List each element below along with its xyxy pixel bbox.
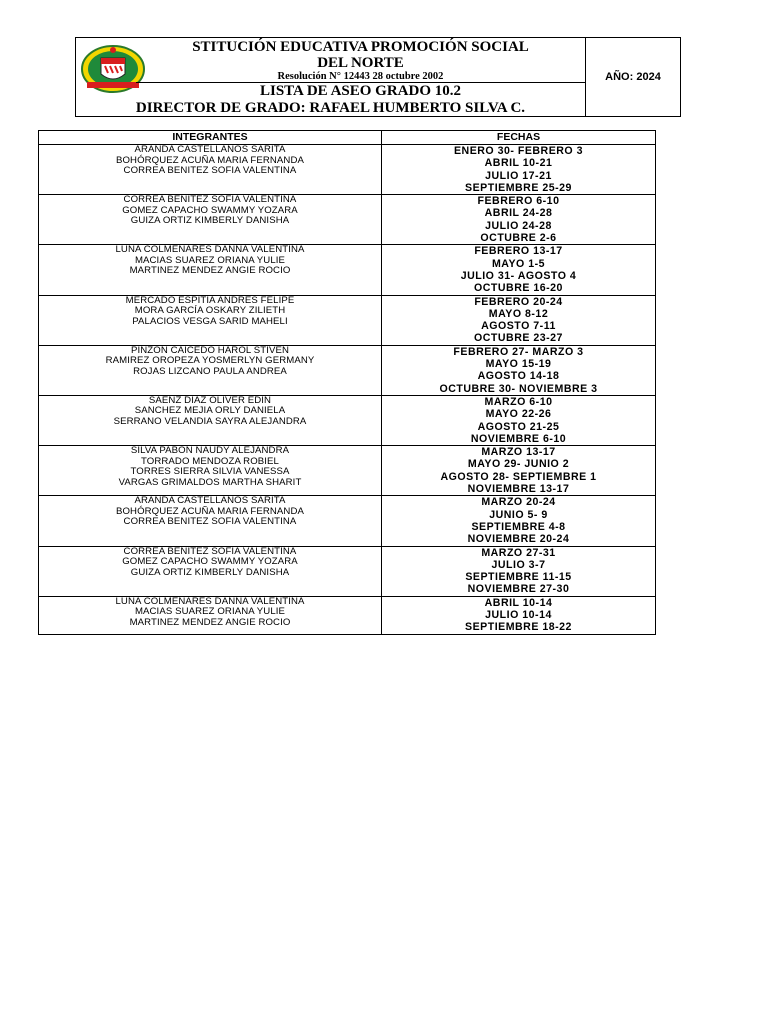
date-range: ENERO 30- FEBRERO 3 <box>453 145 583 157</box>
date-range: MARZO 20-24 <box>481 496 556 509</box>
date-range: ABRIL 10-14 <box>484 596 553 609</box>
date-range: ABRIL 24-28 <box>484 207 553 220</box>
date-range: SEPTIEMBRE 18-22 <box>465 621 572 634</box>
member-name: MACIAS SUAREZ ORIANA YULIE <box>134 254 286 266</box>
members-cell <box>39 496 382 546</box>
date-range: FEBRERO 20-24 <box>474 295 563 308</box>
member-name: CORREA BENITEZ SOFIA VALENTINA <box>123 194 297 206</box>
date-range: JULIO 17-21 <box>485 169 552 182</box>
date-range: MAYO 29- JUNIO 2 <box>467 458 570 471</box>
date-range: MARZO 6-10 <box>484 395 553 408</box>
member-name: MACIAS SUAREZ ORIANA YULIE <box>134 606 286 618</box>
date-range: AGOSTO 28- SEPTIEMBRE 1 <box>440 470 597 483</box>
table-row <box>39 446 656 496</box>
date-range: MAYO 15-19 <box>485 358 552 371</box>
resolution-text: Resolución N° 12443 28 octubre 2002 <box>277 71 444 82</box>
document-header <box>75 37 681 117</box>
date-range: JULIO 24-28 <box>485 219 552 232</box>
date-range: FEBRERO 13-17 <box>474 245 563 258</box>
member-name: MORA GARCÍA OSKARY ZILIETH <box>134 305 286 317</box>
members-cell <box>39 345 382 395</box>
member-name: BOHÓRQUEZ ACUÑA MARIA FERNANDA <box>116 154 304 166</box>
date-range: JULIO 10-14 <box>485 608 552 621</box>
date-range: JULIO 3-7 <box>491 558 546 571</box>
date-range: OCTUBRE 23-27 <box>474 332 563 345</box>
institution-name-line2: DEL NORTE <box>317 55 404 71</box>
members-cell <box>39 546 382 596</box>
date-range: FEBRERO 27- MARZO 3 <box>453 345 584 358</box>
date-range: SEPTIEMBRE 11-15 <box>465 571 572 584</box>
dates-cell <box>382 596 656 634</box>
members-cell <box>39 295 382 345</box>
member-name: GOMEZ CAPACHO SWAMMY YOZARA <box>122 556 298 567</box>
member-name: VARGAS GRIMALDOS MARTHA SHARIT <box>118 476 302 488</box>
member-name: LUNA COLMENARES DANNA VALENTINA <box>115 244 305 256</box>
dates-cell <box>382 245 656 295</box>
date-range: MARZO 13-17 <box>481 446 556 459</box>
dates-cell <box>382 145 656 195</box>
table-row <box>39 195 656 245</box>
member-name: SERRANO VELANDIA SAYRA ALEJANDRA <box>113 415 307 427</box>
date-range: ABRIL 10-21 <box>484 157 553 170</box>
year-label: AÑO: 2024 <box>605 71 661 83</box>
institution-name: STITUCIÓN EDUCATIVA PROMOCIÓN SOCIAL <box>192 39 529 55</box>
table-row <box>39 295 656 345</box>
member-name: PALACIOS VESGA SARID MAHELI <box>132 315 288 327</box>
member-name: CORREA BENITEZ SOFIA VALENTINA <box>123 516 297 528</box>
date-range: NOVIEMBRE 20-24 <box>467 533 570 546</box>
date-range: SEPTIEMBRE 25-29 <box>465 181 572 194</box>
dates-cell <box>382 295 656 345</box>
date-range: AGOSTO 7-11 <box>481 320 556 333</box>
director-line: DIRECTOR DE GRADO: RAFAEL HUMBERTO SILVA C. <box>135 100 526 116</box>
date-range: MAYO 1-5 <box>491 257 546 270</box>
column-header-dates: FECHAS <box>382 131 656 145</box>
cleaning-schedule-table <box>38 130 656 635</box>
table-row <box>39 145 656 195</box>
date-range: OCTUBRE 2-6 <box>480 232 557 245</box>
list-title: LISTA DE ASEO GRADO 10.2 <box>259 83 462 99</box>
dates-cell <box>382 546 656 596</box>
member-name: MARTINEZ MENDEZ ANGIE ROCIO <box>129 265 291 277</box>
table-row <box>39 546 656 596</box>
member-name: BOHÓRQUEZ ACUÑA MARIA FERNANDA <box>116 505 304 517</box>
member-name: SILVA PABON NAUDY ALEJANDRA <box>130 445 290 457</box>
member-name: ROJAS LIZCANO PAULA ANDREA <box>133 365 287 377</box>
members-cell <box>39 145 382 195</box>
member-name: CORREA BENITEZ SOFIA VALENTINA <box>123 165 297 176</box>
table-header-row <box>39 131 656 145</box>
member-name: ARANDA CASTELLANOS SARITA <box>134 495 286 507</box>
date-range: OCTUBRE 16-20 <box>474 282 563 295</box>
member-name: PINZON CAICEDO HAROL STIVEN <box>131 344 289 356</box>
date-range: NOVIEMBRE 27-30 <box>467 583 570 596</box>
member-name: GUIZA ORTIZ KIMBERLY DANISHA <box>130 215 290 227</box>
table-row <box>39 596 656 634</box>
date-range: MAYO 8-12 <box>488 307 549 320</box>
year-cell <box>586 38 680 116</box>
members-cell <box>39 195 382 245</box>
member-name: GOMEZ CAPACHO SWAMMY YOZARA <box>122 204 298 216</box>
date-range: MARZO 27-31 <box>481 546 556 559</box>
dates-cell <box>382 446 656 496</box>
table-row <box>39 345 656 395</box>
member-name: ARANDA CASTELLANOS SARITA <box>134 144 286 155</box>
table-row <box>39 395 656 445</box>
date-range: OCTUBRE 30- NOVIEMBRE 3 <box>439 382 598 395</box>
members-cell <box>39 446 382 496</box>
date-range: MAYO 22-26 <box>485 408 552 421</box>
member-name: MARTINEZ MENDEZ ANGIE ROCIO <box>129 616 291 628</box>
members-cell <box>39 395 382 445</box>
dates-cell <box>382 395 656 445</box>
dates-cell <box>382 195 656 245</box>
member-name: TORRADO MENDOZA ROBIEL <box>141 455 279 467</box>
date-range: NOVIEMBRE 6-10 <box>470 432 567 445</box>
dates-cell <box>382 345 656 395</box>
date-range: AGOSTO 14-18 <box>477 370 560 383</box>
member-name: SAENZ DIAZ OLIVER EDIN <box>148 394 272 406</box>
dates-cell <box>382 496 656 546</box>
member-name: RAMIREZ OROPEZA YOSMERLYN GERMANY <box>105 355 315 367</box>
member-name: LUNA COLMENARES DANNA VALENTINA <box>115 595 305 607</box>
members-cell <box>39 596 382 634</box>
date-range: JULIO 31- AGOSTO 4 <box>460 269 577 282</box>
table-row <box>39 245 656 295</box>
member-name: GUIZA ORTIZ KIMBERLY DANISHA <box>130 566 290 578</box>
table-row <box>39 496 656 546</box>
date-range: FEBRERO 6-10 <box>477 195 560 208</box>
date-range: NOVIEMBRE 13-17 <box>467 483 570 496</box>
date-range: JUNIO 5- 9 <box>489 508 548 521</box>
date-range: AGOSTO 21-25 <box>477 420 560 433</box>
member-name: SANCHEZ MEJIA ORLY DANIELA <box>134 405 286 417</box>
member-name: CORREA BENITEZ SOFIA VALENTINA <box>123 545 297 557</box>
member-name: TORRES SIERRA SILVIA VANESSA <box>130 466 290 478</box>
member-name: MERCADO ESPITIA ANDRES FELIPE <box>125 294 295 306</box>
column-header-members: INTEGRANTES <box>39 131 382 145</box>
header-title-block <box>76 38 586 116</box>
date-range: SEPTIEMBRE 4-8 <box>471 520 566 533</box>
members-cell <box>39 245 382 295</box>
